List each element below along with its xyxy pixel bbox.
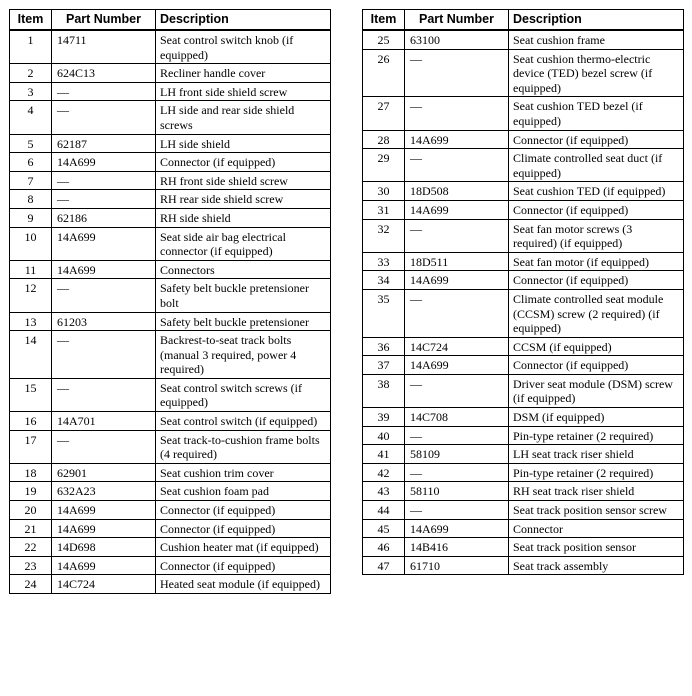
description: Pin-type retainer (2 required) [509, 463, 684, 482]
item-number: 35 [363, 289, 405, 337]
description: Connectors [156, 260, 331, 279]
part-number: 61710 [405, 556, 509, 575]
part-number: 58110 [405, 482, 509, 501]
description: Seat track-to-cushion frame bolts (4 required) [156, 430, 331, 463]
table-row [363, 374, 684, 407]
table-row [363, 130, 684, 149]
part-number: 62187 [52, 134, 156, 153]
part-number: — [405, 374, 509, 407]
part-number: 14A699 [405, 200, 509, 219]
item-number: 33 [363, 252, 405, 271]
part-number: 14A699 [52, 556, 156, 575]
item-number: 23 [10, 556, 52, 575]
table-row [363, 289, 684, 337]
table-row [10, 430, 331, 463]
part-number: 14A701 [52, 412, 156, 431]
part-number: — [405, 289, 509, 337]
column-header-part-number: Part Number [52, 10, 156, 31]
description: Backrest-to-seat track bolts (manual 3 required, power 4 required) [156, 331, 331, 379]
header-row [363, 10, 684, 31]
part-number: 14A699 [405, 271, 509, 290]
description: Safety belt buckle pretensioner [156, 312, 331, 331]
description: LH seat track riser shield [509, 445, 684, 464]
item-number: 22 [10, 538, 52, 557]
column-header-description: Description [509, 10, 684, 31]
item-number: 41 [363, 445, 405, 464]
item-number: 32 [363, 219, 405, 252]
table-row [363, 149, 684, 182]
table-row [10, 171, 331, 190]
item-number: 46 [363, 538, 405, 557]
description: RH rear side shield screw [156, 190, 331, 209]
part-number: 14A699 [405, 130, 509, 149]
item-number: 18 [10, 463, 52, 482]
description: Connector (if equipped) [156, 153, 331, 172]
part-number: 14A699 [52, 153, 156, 172]
description: RH front side shield screw [156, 171, 331, 190]
part-number: 58109 [405, 445, 509, 464]
part-number: — [405, 219, 509, 252]
table-row [10, 101, 331, 134]
part-number: — [52, 82, 156, 101]
part-number: 62186 [52, 208, 156, 227]
item-number: 47 [363, 556, 405, 575]
part-number: — [405, 426, 509, 445]
table-row [363, 445, 684, 464]
description: Connector (if equipped) [156, 501, 331, 520]
item-number: 6 [10, 153, 52, 172]
table-row [363, 356, 684, 375]
description: Climate controlled seat module (CCSM) screw (2 required) (if equipped) [509, 289, 684, 337]
table-row [363, 200, 684, 219]
part-number: — [52, 171, 156, 190]
item-number: 42 [363, 463, 405, 482]
part-number: 14A699 [52, 501, 156, 520]
part-number: 624C13 [52, 64, 156, 83]
table-row [363, 219, 684, 252]
description: Seat track assembly [509, 556, 684, 575]
part-number: — [405, 463, 509, 482]
table-row [363, 97, 684, 130]
description: Connector (if equipped) [156, 556, 331, 575]
column-header-part-number: Part Number [405, 10, 509, 31]
description: Seat cushion foam pad [156, 482, 331, 501]
part-number: — [405, 501, 509, 520]
table-row [10, 519, 331, 538]
table-row [363, 538, 684, 557]
item-number: 29 [363, 149, 405, 182]
table-row [10, 575, 331, 594]
table-row [10, 260, 331, 279]
item-number: 12 [10, 279, 52, 312]
part-number: 18D511 [405, 252, 509, 271]
table-row [10, 412, 331, 431]
part-number: — [52, 378, 156, 411]
table-row [363, 271, 684, 290]
description: Cushion heater mat (if equipped) [156, 538, 331, 557]
item-number: 26 [363, 49, 405, 97]
item-number: 17 [10, 430, 52, 463]
description: Seat fan motor (if equipped) [509, 252, 684, 271]
item-number: 1 [10, 30, 52, 64]
item-number: 40 [363, 426, 405, 445]
table-row [10, 190, 331, 209]
part-number: 62901 [52, 463, 156, 482]
description: Seat side air bag electrical connector (if equipped) [156, 227, 331, 260]
item-number: 44 [363, 501, 405, 520]
item-number: 2 [10, 64, 52, 83]
table-row [363, 519, 684, 538]
item-number: 31 [363, 200, 405, 219]
part-number: 14C708 [405, 408, 509, 427]
item-number: 11 [10, 260, 52, 279]
table-row [10, 331, 331, 379]
table-row [10, 227, 331, 260]
column-header-description: Description [156, 10, 331, 31]
table-row [363, 182, 684, 201]
table-row [10, 64, 331, 83]
table-row [363, 482, 684, 501]
description: Heated seat module (if equipped) [156, 575, 331, 594]
item-number: 21 [10, 519, 52, 538]
item-number: 43 [363, 482, 405, 501]
table-row [10, 378, 331, 411]
part-number: — [405, 49, 509, 97]
part-number: 14A699 [52, 227, 156, 260]
description: CCSM (if equipped) [509, 337, 684, 356]
table-row [10, 279, 331, 312]
item-number: 28 [363, 130, 405, 149]
description: Seat cushion frame [509, 30, 684, 49]
column-header-item: Item [363, 10, 405, 31]
table-row [10, 208, 331, 227]
table-row [363, 408, 684, 427]
part-number: 14A699 [52, 519, 156, 538]
description: Seat track position sensor screw [509, 501, 684, 520]
description: Pin-type retainer (2 required) [509, 426, 684, 445]
item-number: 20 [10, 501, 52, 520]
part-number: — [405, 149, 509, 182]
item-number: 10 [10, 227, 52, 260]
table-row [10, 153, 331, 172]
table-row [10, 30, 331, 64]
parts-table-left [9, 9, 331, 594]
description: Seat cushion TED bezel (if equipped) [509, 97, 684, 130]
item-number: 14 [10, 331, 52, 379]
table-row [363, 252, 684, 271]
item-number: 13 [10, 312, 52, 331]
part-number: — [52, 190, 156, 209]
description: Recliner handle cover [156, 64, 331, 83]
table-row [10, 538, 331, 557]
table-row [10, 312, 331, 331]
description: RH side shield [156, 208, 331, 227]
table-row [10, 134, 331, 153]
description: DSM (if equipped) [509, 408, 684, 427]
description: Seat cushion thermo-electric device (TED) bezel screw (if equipped) [509, 49, 684, 97]
description: Seat track position sensor [509, 538, 684, 557]
item-number: 7 [10, 171, 52, 190]
description: Connector (if equipped) [509, 356, 684, 375]
item-number: 38 [363, 374, 405, 407]
item-number: 30 [363, 182, 405, 201]
description: Seat fan motor screws (3 required) (if equipped) [509, 219, 684, 252]
table-row [363, 463, 684, 482]
description: Connector (if equipped) [156, 519, 331, 538]
table-row [363, 556, 684, 575]
table-row [10, 82, 331, 101]
header-row [10, 10, 331, 31]
table-row [363, 337, 684, 356]
item-number: 16 [10, 412, 52, 431]
item-number: 36 [363, 337, 405, 356]
description: Climate controlled seat duct (if equipped) [509, 149, 684, 182]
item-number: 8 [10, 190, 52, 209]
part-number: 14D698 [52, 538, 156, 557]
table-row [10, 556, 331, 575]
item-number: 15 [10, 378, 52, 411]
description: Seat cushion trim cover [156, 463, 331, 482]
part-number: 14A699 [405, 519, 509, 538]
table-row [363, 30, 684, 49]
part-number: — [52, 101, 156, 134]
part-number: 63100 [405, 30, 509, 49]
table-row [363, 501, 684, 520]
item-number: 19 [10, 482, 52, 501]
part-number: — [52, 430, 156, 463]
item-number: 34 [363, 271, 405, 290]
description: Connector (if equipped) [509, 130, 684, 149]
item-number: 39 [363, 408, 405, 427]
table-row [363, 426, 684, 445]
table-row [363, 49, 684, 97]
part-number: 14A699 [405, 356, 509, 375]
item-number: 45 [363, 519, 405, 538]
description: Safety belt buckle pretensioner bolt [156, 279, 331, 312]
item-number: 25 [363, 30, 405, 49]
description: RH seat track riser shield [509, 482, 684, 501]
description: Connector [509, 519, 684, 538]
part-number: — [52, 331, 156, 379]
part-number: 18D508 [405, 182, 509, 201]
item-number: 24 [10, 575, 52, 594]
description: LH side shield [156, 134, 331, 153]
part-number: 632A23 [52, 482, 156, 501]
part-number: 14C724 [405, 337, 509, 356]
item-number: 5 [10, 134, 52, 153]
description: LH side and rear side shield screws [156, 101, 331, 134]
item-number: 3 [10, 82, 52, 101]
item-number: 27 [363, 97, 405, 130]
description: LH front side shield screw [156, 82, 331, 101]
description: Seat control switch knob (if equipped) [156, 30, 331, 64]
description: Connector (if equipped) [509, 271, 684, 290]
part-number: — [405, 97, 509, 130]
description: Seat control switch screws (if equipped) [156, 378, 331, 411]
part-number: — [52, 279, 156, 312]
column-header-item: Item [10, 10, 52, 31]
item-number: 9 [10, 208, 52, 227]
item-number: 4 [10, 101, 52, 134]
description: Driver seat module (DSM) screw (if equipped) [509, 374, 684, 407]
part-number: 14B416 [405, 538, 509, 557]
part-number: 14C724 [52, 575, 156, 594]
part-number: 61203 [52, 312, 156, 331]
part-number: 14711 [52, 30, 156, 64]
table-row [10, 482, 331, 501]
parts-table-right [362, 9, 684, 575]
part-number: 14A699 [52, 260, 156, 279]
description: Seat cushion TED (if equipped) [509, 182, 684, 201]
table-row [10, 501, 331, 520]
item-number: 37 [363, 356, 405, 375]
table-row [10, 463, 331, 482]
description: Seat control switch (if equipped) [156, 412, 331, 431]
description: Connector (if equipped) [509, 200, 684, 219]
